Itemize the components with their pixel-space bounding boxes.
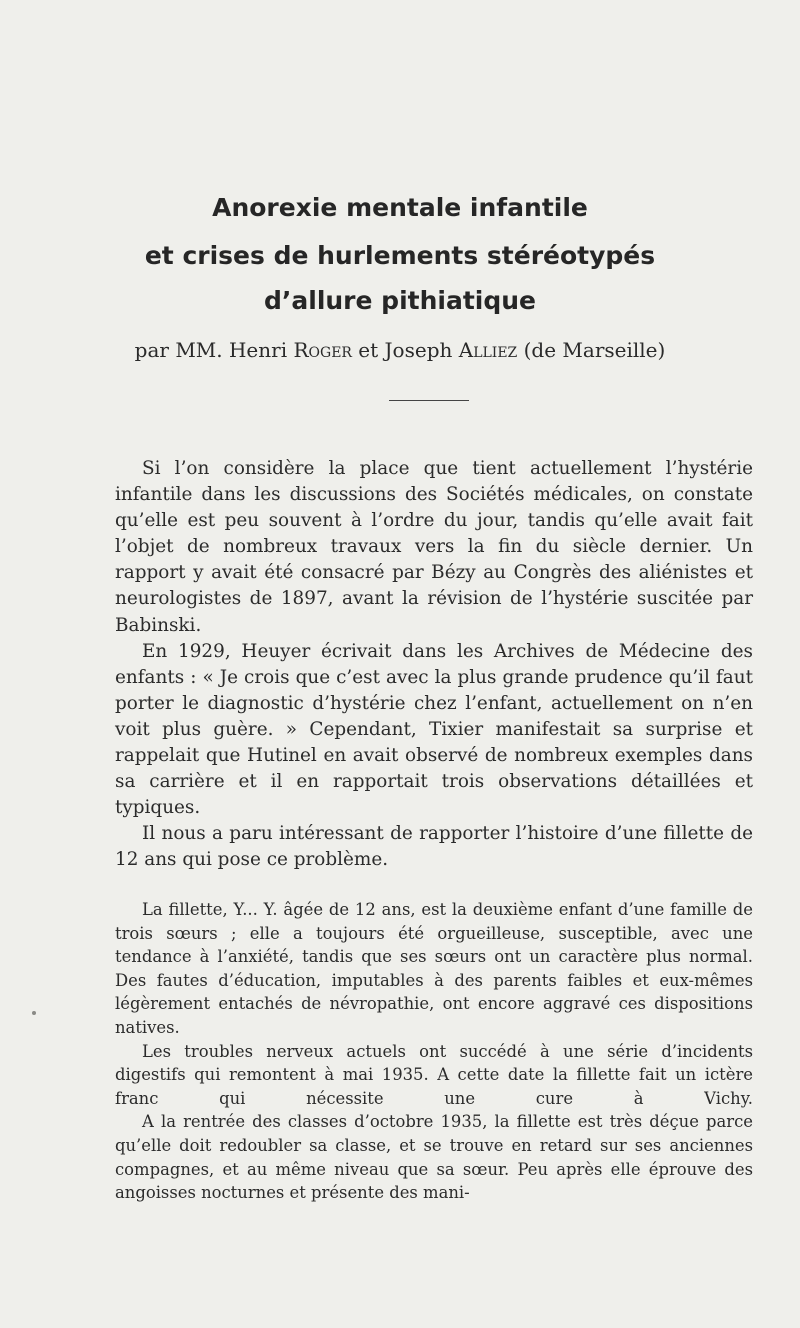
case-paragraph: La fillette, Y... Y. âgée de 12 ans, est la deuxième enfant d’une famille de trois sœurs ; elle a toujours été orgueilleuse, susceptible, avec une tendance à l’anxiété, tandis que ses sœurs ont un caractère plus normal. Des fautes d’éducation, imputables à des parents faibles et eux-mêmes légèrement entachés de névropathie, ont encore aggravé ces dispositions natives. [115,900,753,1037]
introduction-text [115,456,753,874]
author-1-surname: Roger [293,338,352,362]
byline-prefix: par MM. Henri [134,338,294,362]
byline-middle: et Joseph [351,338,459,362]
case-paragraph: Les troubles nerveux actuels ont succédé à une série d’incidents digestifs qui remontent à mai 1935. A cette date la fillette fait un ictère franc qui nécessite une cure à Vichy. [115,1041,753,1108]
title-divider [389,400,469,401]
body-paragraph: Il nous a paru intéressant de rapporter l’histoire d’une fillette de 12 ans qui pose ce problème. [115,823,753,871]
case-report-text [115,898,753,1205]
article-title-line-3: d’allure pithiatique [263,286,536,315]
article-title-line-1: Anorexie mentale infantile [212,193,588,222]
author-2-surname: Alliez [458,338,518,362]
case-paragraph: A la rentrée des classes d’octobre 1935, la fillette est très déçue parce qu’elle doit redoubler sa classe, et se trouve en retard sur ses anciennes compagnes, et au même niveau que sa sœur. Peu après elle éprouve des angoisses nocturnes et présente des mani- [115,1112,753,1203]
article-title-line-2: et crises de hurlements stéréotypés [144,241,656,270]
paper-speck [32,1011,36,1015]
author-byline [0,338,800,362]
body-paragraph: En 1929, Heuyer écrivait dans les Archives de Médecine des enfants : « Je crois que c’est avec la plus grande prudence qu’il faut porter le diagnostic d’hystérie chez l’enfant, actuellement on n’en voit plus guère. » Cependant, Tixier manifestait sa surprise et rappelait que Hutinel en avait observé de nombreux exemples dans sa carrière et il en rapportait trois observations détaillées et typiques. [115,640,753,819]
byline-suffix: (de Marseille) [517,338,666,362]
body-paragraph: Si l’on considère la place que tient actuellement l’hystérie infantile dans les discussions des Sociétés médicales, on constate qu’elle est peu souvent à l’ordre du jour, tandis qu’elle avait fait l’objet de nombreux travaux vers la fin du siècle dernier. Un rapport y avait été consacré par Bézy au Congrès des aliénistes et neurologistes de 1897, avant la révision de l’hystérie suscitée par Babinski. [115,458,753,636]
